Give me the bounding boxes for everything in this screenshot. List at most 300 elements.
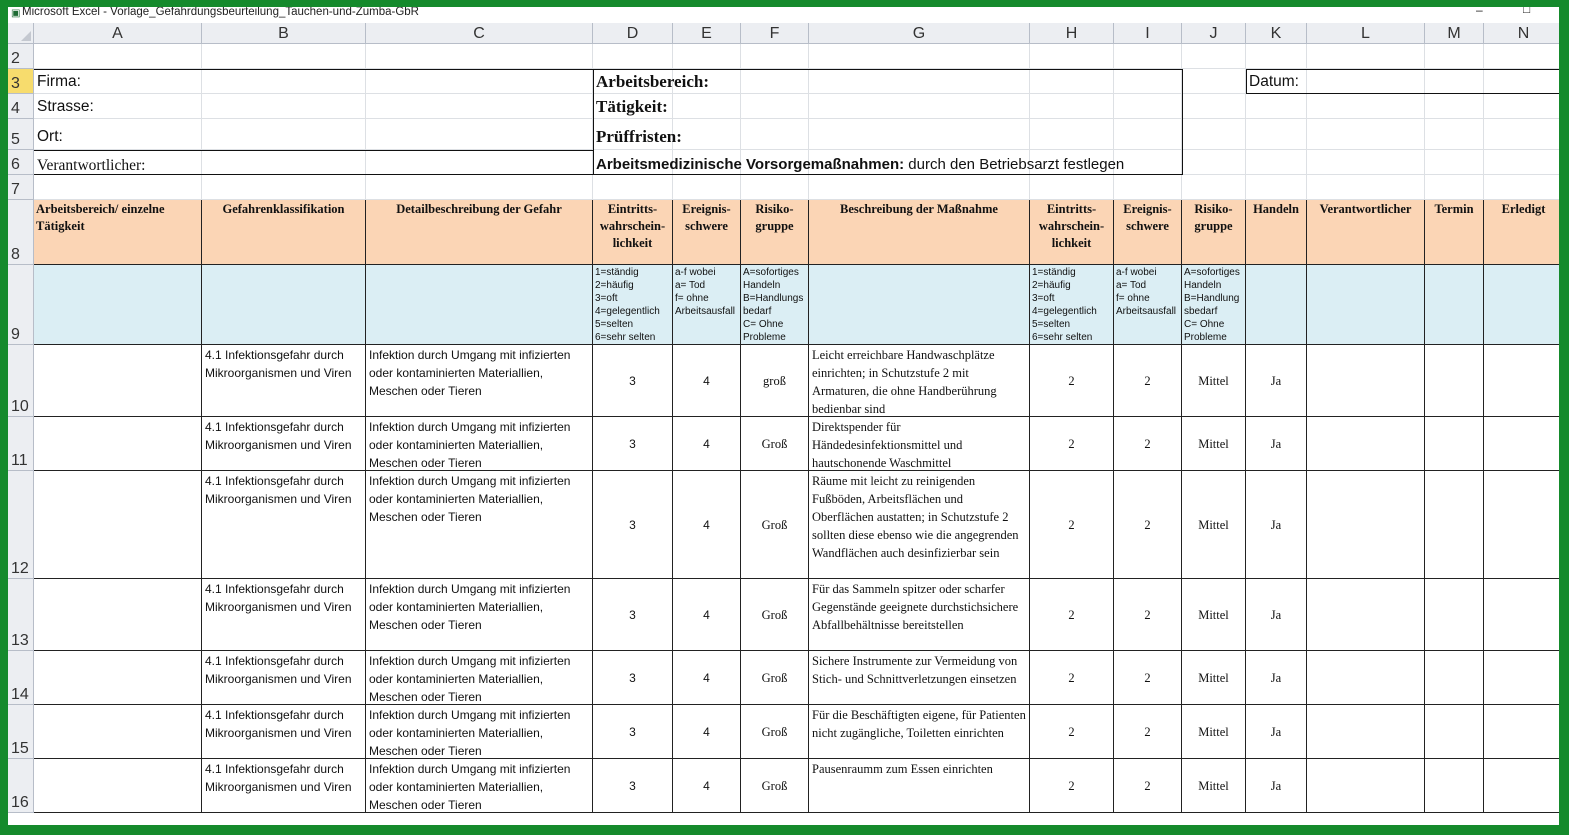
grid-cell[interactable] (1114, 119, 1182, 150)
grid-cell[interactable] (366, 44, 593, 69)
table-cell-k[interactable] (1246, 579, 1307, 651)
legend-cell-a (34, 265, 202, 345)
row-number: 5 (11, 131, 20, 148)
row-number: 4 (11, 100, 20, 117)
table-cell-i[interactable] (1114, 759, 1182, 813)
table-cell-a[interactable] (34, 417, 202, 471)
form-border (34, 69, 1182, 70)
table-header-j: Risiko-gruppe (1182, 200, 1246, 265)
table-cell-g[interactable]: Räume mit leicht zu reinigenden Fußböden, Arbeitsflächen und Oberflächen austatten; in Schutzstufe 2 sollten diese ebenso wie die angegrenden Wandflächen auch desinfizierbar sein (809, 471, 1030, 579)
table-cell-h[interactable] (1030, 759, 1114, 813)
grid-cell[interactable] (809, 94, 1030, 119)
table-cell-a[interactable] (34, 471, 202, 579)
row-header-6[interactable] (8, 150, 34, 175)
table-cell-m[interactable] (1425, 705, 1484, 759)
table-cell-j[interactable] (1182, 759, 1246, 813)
table-header-e: Ereignis-schwere (673, 200, 741, 265)
table-cell-d[interactable] (593, 705, 673, 759)
grid-cell[interactable] (366, 175, 593, 200)
table-cell-f[interactable] (741, 471, 809, 579)
table-cell-e[interactable] (673, 705, 741, 759)
column-header-h[interactable]: H (1030, 23, 1114, 44)
row-header-10[interactable] (8, 345, 34, 417)
table-cell-a[interactable] (34, 705, 202, 759)
table-cell-c[interactable]: Infektion durch Umgang mit infizierten oder kontaminierten Materiallien, Meschen oder Tieren (366, 579, 593, 651)
form-border (34, 174, 1182, 175)
column-header-d[interactable]: D (593, 23, 673, 44)
table-cell-h[interactable] (1030, 651, 1114, 705)
cell-value: 4 (703, 607, 710, 622)
table-cell-n[interactable] (1484, 759, 1559, 813)
table-cell-i[interactable] (1114, 651, 1182, 705)
grid-cell[interactable] (1182, 119, 1246, 150)
cell-value: Mittel (1198, 517, 1229, 532)
table-cell-d[interactable] (593, 759, 673, 813)
table-cell-g[interactable]: Leicht erreichbare Handwaschplätze einrichten; in Schutzstufe 2 mit Armaturen, die ohne Handberührung bedienbar sind (809, 345, 1030, 417)
grid-cell[interactable] (202, 119, 366, 150)
grid-cell[interactable] (1425, 175, 1484, 200)
row-number: 7 (11, 181, 20, 198)
grid-cell[interactable] (1307, 44, 1425, 69)
cell-value: 4 (703, 778, 710, 793)
column-header-l[interactable]: L (1307, 23, 1425, 44)
table-cell-h[interactable] (1030, 345, 1114, 417)
cell-value: 2 (1144, 517, 1151, 532)
grid-cell[interactable] (1484, 119, 1559, 150)
table-cell-l[interactable] (1307, 417, 1425, 471)
table-cell-n[interactable] (1484, 345, 1559, 417)
table-cell-k[interactable] (1246, 471, 1307, 579)
title-bar (8, 7, 1559, 23)
excel-icon: ▣ (11, 8, 21, 19)
row-number: 6 (11, 156, 20, 173)
cell-value: 2 (1068, 373, 1075, 388)
grid-cell[interactable] (1182, 94, 1246, 119)
grid-cell[interactable] (1182, 69, 1246, 94)
grid-cell[interactable] (1307, 150, 1425, 175)
table-cell-b[interactable]: 4.1 Infektionsgefahr durch Mikroorganismen und Viren (202, 417, 366, 471)
legend-cell-l (1307, 265, 1425, 345)
form-border (1246, 69, 1247, 94)
grid-cell[interactable] (202, 175, 366, 200)
grid-cell[interactable] (34, 175, 202, 200)
row-header-9[interactable] (8, 265, 34, 345)
table-cell-l[interactable] (1307, 579, 1425, 651)
grid-cell[interactable] (202, 69, 366, 94)
row-header-12[interactable] (8, 471, 34, 579)
table-cell-j[interactable] (1182, 345, 1246, 417)
legend-cell-d: 1=ständig 2=häufig 3=oft 4=gelegentlich 5=selten 6=sehr selten (593, 265, 673, 345)
table-cell-j[interactable] (1182, 471, 1246, 579)
table-cell-b[interactable]: 4.1 Infektionsgefahr durch Mikroorganismen und Viren (202, 705, 366, 759)
table-cell-c[interactable]: Infektion durch Umgang mit infizierten oder kontaminierten Materiallien, Meschen oder Tieren (366, 759, 593, 813)
table-cell-n[interactable] (1484, 471, 1559, 579)
grid-cell[interactable] (1425, 69, 1484, 94)
grid-cell[interactable] (1484, 150, 1559, 175)
vorsorge-text: durch den Betriebsarzt festlegen (904, 156, 1125, 173)
cell-value: 2 (1144, 436, 1151, 451)
cell-value: Groß (761, 517, 788, 532)
cell-value: 3 (629, 607, 636, 622)
taetigkeit-label: Tätigkeit: (596, 97, 668, 116)
datum-label: Datum: (1249, 73, 1299, 90)
grid-cell[interactable] (1307, 175, 1425, 200)
table-header-d: Eintritts-wahrschein-lichkeit (593, 200, 673, 265)
table-cell-e[interactable] (673, 471, 741, 579)
grid-cell[interactable] (741, 119, 809, 150)
table-cell-c[interactable]: Infektion durch Umgang mit infizierten oder kontaminierten Materiallien, Meschen oder Tieren (366, 471, 593, 579)
legend-cell-j: A=sofortiges Handeln B=Handlung sbedarf C= Ohne Probleme (1182, 265, 1246, 345)
row-number: 13 (11, 632, 29, 649)
cell-value: 2 (1144, 724, 1151, 739)
table-cell-i[interactable] (1114, 345, 1182, 417)
table-header-k: Handeln (1246, 200, 1307, 265)
cell-value: 3 (629, 724, 636, 739)
column-header-b[interactable]: B (202, 23, 366, 44)
table-header-h: Eintritts-wahrschein-lichkeit (1030, 200, 1114, 265)
table-cell-m[interactable] (1425, 345, 1484, 417)
table-cell-f[interactable] (741, 345, 809, 417)
table-cell-g[interactable]: Pausenraumm zum Essen einrichten (809, 759, 1030, 813)
table-cell-b[interactable]: 4.1 Infektionsgefahr durch Mikroorganismen und Viren (202, 345, 366, 417)
cell-value: 2 (1068, 724, 1075, 739)
table-cell-c[interactable]: Infektion durch Umgang mit infizierten oder kontaminierten Materiallien, Meschen oder Tieren (366, 345, 593, 417)
column-header-k[interactable]: K (1246, 23, 1307, 44)
table-cell-j[interactable] (1182, 651, 1246, 705)
form-border (34, 150, 593, 151)
table-cell-c[interactable]: Infektion durch Umgang mit infizierten oder kontaminierten Materiallien, Meschen oder Tieren (366, 651, 593, 705)
legend-cell-m (1425, 265, 1484, 345)
grid-cell[interactable] (1246, 150, 1307, 175)
column-header-c[interactable]: C (366, 23, 593, 44)
table-cell-h[interactable] (1030, 417, 1114, 471)
grid-cell[interactable] (1246, 94, 1307, 119)
legend-cell-k (1246, 265, 1307, 345)
table-header-i: Ereignis-schwere (1114, 200, 1182, 265)
table-cell-a[interactable] (34, 759, 202, 813)
table-cell-e[interactable] (673, 651, 741, 705)
table-cell-m[interactable] (1425, 417, 1484, 471)
column-header-i[interactable]: I (1114, 23, 1182, 44)
cell-value: 4 (703, 724, 710, 739)
cell-value: Groß (761, 670, 788, 685)
vorsorge-bold: Arbeitsmedizinische Vorsorgemaßnahmen: (596, 156, 905, 173)
table-cell-i[interactable] (1114, 417, 1182, 471)
table-cell-b[interactable]: 4.1 Infektionsgefahr durch Mikroorganismen und Viren (202, 651, 366, 705)
cell-value: 3 (629, 778, 636, 793)
cell-value: Ja (1270, 607, 1282, 622)
table-cell-b[interactable]: 4.1 Infektionsgefahr durch Mikroorganismen und Viren (202, 579, 366, 651)
table-cell-d[interactable] (593, 579, 673, 651)
grid-cell[interactable] (366, 119, 593, 150)
table-cell-j[interactable] (1182, 417, 1246, 471)
minimize-button[interactable]: – (1476, 7, 1483, 17)
form-border (1246, 93, 1559, 94)
grid-cell[interactable] (1030, 119, 1114, 150)
grid-cell[interactable] (673, 94, 741, 119)
grid-cell[interactable] (1307, 119, 1425, 150)
table-cell-l[interactable] (1307, 345, 1425, 417)
vorsorge-label (596, 156, 1124, 173)
grid-cell[interactable] (1425, 119, 1484, 150)
cell-value: Mittel (1198, 670, 1229, 685)
table-cell-h[interactable] (1030, 471, 1114, 579)
table-cell-g[interactable]: Für das Sammeln spitzer oder scharfer Gegenstände geeignete durchstichsichere Abfallbehältnisse bereitstellen (809, 579, 1030, 651)
column-header-e[interactable]: E (673, 23, 741, 44)
cell-value: Mittel (1198, 373, 1229, 388)
verantwortlicher-label: Verantwortlicher: (37, 157, 146, 174)
grid-cell[interactable] (1030, 69, 1114, 94)
cell-value: 2 (1144, 373, 1151, 388)
grid-cell[interactable] (1484, 175, 1559, 200)
grid-cell[interactable] (366, 150, 593, 175)
row-number: 15 (11, 740, 29, 757)
row-header-3[interactable] (8, 69, 34, 94)
table-cell-d[interactable] (593, 345, 673, 417)
legend-cell-e: a-f wobei a= Tod f= ohne Arbeitsausfall (673, 265, 741, 345)
grid-cell[interactable] (741, 44, 809, 69)
cell-value: 3 (629, 670, 636, 685)
ort-label: Ort: (37, 128, 63, 145)
table-header-l: Verantwortlicher (1307, 200, 1425, 265)
cell-value: 3 (629, 436, 636, 451)
table-cell-f[interactable] (741, 579, 809, 651)
table-cell-d[interactable] (593, 651, 673, 705)
legend-cell-f: A=sofortiges Handeln B=Handlungs bedarf C= Ohne Probleme (741, 265, 809, 345)
cell-value: 2 (1068, 607, 1075, 622)
legend-cell-b (202, 265, 366, 345)
column-header-j[interactable]: J (1182, 23, 1246, 44)
grid-cell[interactable] (1114, 69, 1182, 94)
table-cell-h[interactable] (1030, 705, 1114, 759)
table-cell-h[interactable] (1030, 579, 1114, 651)
grid-cell[interactable] (1307, 94, 1425, 119)
grid-cell[interactable] (1484, 94, 1559, 119)
legend-cell-i: a-f wobei a= Tod f= ohne Arbeitsausfall (1114, 265, 1182, 345)
table-cell-m[interactable] (1425, 759, 1484, 813)
row-header-4[interactable] (8, 94, 34, 119)
table-cell-k[interactable] (1246, 651, 1307, 705)
table-cell-a[interactable] (34, 579, 202, 651)
grid-cell[interactable] (1484, 69, 1559, 94)
row-header-2[interactable] (8, 44, 34, 69)
table-cell-i[interactable] (1114, 705, 1182, 759)
row-header-7[interactable] (8, 175, 34, 200)
grid-cell[interactable] (1246, 175, 1307, 200)
grid-cell[interactable] (1425, 44, 1484, 69)
table-cell-k[interactable] (1246, 759, 1307, 813)
table-cell-a[interactable] (34, 345, 202, 417)
grid-cell[interactable] (593, 44, 673, 69)
maximize-button[interactable]: □ (1523, 7, 1531, 16)
form-border (1246, 69, 1559, 70)
table-cell-a[interactable] (34, 651, 202, 705)
cell-value: 4 (703, 670, 710, 685)
grid-cell[interactable] (809, 44, 1030, 69)
row-header-8[interactable] (8, 200, 34, 265)
table-header-n: Erledigt (1484, 200, 1559, 265)
grid-cell[interactable] (741, 69, 809, 94)
table-cell-c[interactable]: Infektion durch Umgang mit infizierten oder kontaminierten Materiallien, Meschen oder Tieren (366, 417, 593, 471)
grid-cell[interactable] (1114, 44, 1182, 69)
table-cell-g[interactable]: Sichere Instrumente zur Vermeidung von Stich- und Schnittverletzungen einsetzen (809, 651, 1030, 705)
row-header-14[interactable] (8, 651, 34, 705)
row-header-5[interactable] (8, 119, 34, 150)
table-cell-b[interactable]: 4.1 Infektionsgefahr durch Mikroorganismen und Viren (202, 471, 366, 579)
cell-value: Groß (761, 436, 788, 451)
excel-window (8, 7, 1559, 825)
grid-cell[interactable] (202, 150, 366, 175)
arbeitsbereich-label: Arbeitsbereich: (596, 72, 709, 91)
row-header-15[interactable] (8, 705, 34, 759)
row-header-13[interactable] (8, 579, 34, 651)
form-border (593, 69, 594, 175)
table-cell-e[interactable] (673, 579, 741, 651)
column-header-f[interactable]: F (741, 23, 809, 44)
grid-cell[interactable] (34, 44, 202, 69)
table-cell-f[interactable] (741, 651, 809, 705)
table-cell-d[interactable] (593, 471, 673, 579)
table-cell-n[interactable] (1484, 651, 1559, 705)
row-number: 2 (11, 50, 20, 67)
strasse-label: Strasse: (37, 98, 94, 115)
grid-cell[interactable] (1030, 94, 1114, 119)
table-cell-g[interactable]: Direktspender für Händedesinfektionsmittel und hautschonende Waschmittel (809, 417, 1030, 471)
table-cell-m[interactable] (1425, 579, 1484, 651)
row-header-16[interactable] (8, 759, 34, 813)
cell-value: 2 (1068, 436, 1075, 451)
grid-cell[interactable] (1114, 94, 1182, 119)
grid-cell[interactable] (1182, 175, 1246, 200)
table-cell-e[interactable] (673, 417, 741, 471)
grid-cell[interactable] (1114, 175, 1182, 200)
table-cell-m[interactable] (1425, 471, 1484, 579)
cell-value: Ja (1270, 373, 1282, 388)
grid-cell[interactable] (1182, 150, 1246, 175)
grid-cell[interactable] (673, 175, 741, 200)
table-cell-c[interactable]: Infektion durch Umgang mit infizierten oder kontaminierten Materiallien, Meschen oder Tieren (366, 705, 593, 759)
table-cell-b[interactable]: 4.1 Infektionsgefahr durch Mikroorganismen und Viren (202, 759, 366, 813)
row-number: 9 (11, 326, 20, 343)
table-cell-f[interactable] (741, 759, 809, 813)
row-header-11[interactable] (8, 417, 34, 471)
cell-value: Groß (761, 778, 788, 793)
table-cell-k[interactable] (1246, 345, 1307, 417)
column-header-g[interactable]: G (809, 23, 1030, 44)
grid-cell[interactable] (366, 94, 593, 119)
table-cell-l[interactable] (1307, 471, 1425, 579)
grid-cell[interactable] (1030, 175, 1114, 200)
grid-cell[interactable] (1307, 69, 1425, 94)
grid-cell[interactable] (741, 175, 809, 200)
grid-cell[interactable] (1246, 119, 1307, 150)
select-all-corner[interactable] (8, 23, 34, 44)
grid-cell[interactable] (1182, 44, 1246, 69)
cell-value: 2 (1144, 607, 1151, 622)
cell-value: 2 (1068, 778, 1075, 793)
table-cell-e[interactable] (673, 345, 741, 417)
table-cell-k[interactable] (1246, 417, 1307, 471)
table-cell-n[interactable] (1484, 417, 1559, 471)
legend-cell-g (809, 265, 1030, 345)
cell-value: Ja (1270, 778, 1282, 793)
grid-cell[interactable] (202, 44, 366, 69)
column-header-m[interactable]: M (1425, 23, 1484, 44)
column-header-a[interactable]: A (34, 23, 202, 44)
table-header-f: Risiko-gruppe (741, 200, 809, 265)
grid-cell[interactable] (1030, 44, 1114, 69)
grid-cell[interactable] (1425, 94, 1484, 119)
table-cell-j[interactable] (1182, 705, 1246, 759)
table-cell-n[interactable] (1484, 579, 1559, 651)
cell-value: Groß (761, 724, 788, 739)
row-number: 3 (11, 75, 20, 92)
cell-value: 2 (1068, 670, 1075, 685)
grid-cell[interactable] (741, 94, 809, 119)
table-cell-i[interactable] (1114, 471, 1182, 579)
table-cell-l[interactable] (1307, 705, 1425, 759)
table-cell-n[interactable] (1484, 705, 1559, 759)
cell-value: 3 (629, 373, 636, 388)
cell-value: Mittel (1198, 778, 1229, 793)
grid-cell[interactable] (593, 175, 673, 200)
row-number: 16 (11, 794, 29, 811)
table-cell-m[interactable] (1425, 651, 1484, 705)
table-header-g: Beschreibung der Maßnahme (809, 200, 1030, 265)
cell-value: 3 (629, 517, 636, 532)
table-cell-f[interactable] (741, 417, 809, 471)
cell-value: Mittel (1198, 436, 1229, 451)
row-number: 12 (11, 560, 29, 577)
row-number: 11 (11, 452, 28, 469)
cell-value: Groß (761, 607, 788, 622)
table-cell-j[interactable] (1182, 579, 1246, 651)
cell-value: Ja (1270, 670, 1282, 685)
row-number: 10 (11, 398, 29, 415)
table-cell-i[interactable] (1114, 579, 1182, 651)
table-cell-e[interactable] (673, 759, 741, 813)
grid-cell[interactable] (366, 69, 593, 94)
legend-cell-h: 1=ständig 2=häufig 3=oft 4=gelegentlich 5=selten 6=sehr selten (1030, 265, 1114, 345)
cell-value: Mittel (1198, 724, 1229, 739)
table-cell-d[interactable] (593, 417, 673, 471)
cell-value: 2 (1068, 517, 1075, 532)
table-cell-g[interactable]: Für die Beschäftigten eigene, für Patienten nicht zugängliche, Toiletten einrichten (809, 705, 1030, 759)
grid-cell[interactable] (809, 119, 1030, 150)
grid-cell[interactable] (809, 175, 1030, 200)
table-cell-l[interactable] (1307, 651, 1425, 705)
table-header-m: Termin (1425, 200, 1484, 265)
grid-cell[interactable] (673, 119, 741, 150)
cell-value: 4 (703, 436, 710, 451)
table-cell-l[interactable] (1307, 759, 1425, 813)
prueffristen-label: Prüffristen: (596, 127, 682, 146)
grid-cell[interactable] (202, 94, 366, 119)
table-cell-k[interactable] (1246, 705, 1307, 759)
window-title: Microsoft Excel - Vorlage_Gefahrdungsbeurteilung_Tauchen-und-Zumba-GbR (22, 7, 419, 18)
table-cell-f[interactable] (741, 705, 809, 759)
column-header-n[interactable]: N (1484, 23, 1559, 44)
grid-cell[interactable] (1425, 150, 1484, 175)
grid-cell[interactable] (1246, 44, 1307, 69)
grid-cell[interactable] (1484, 44, 1559, 69)
cell-value: groß (763, 373, 786, 388)
cell-value: Ja (1270, 436, 1282, 451)
table-header-b: Gefahrenklassifikation (202, 200, 366, 265)
grid-cell[interactable] (809, 69, 1030, 94)
row-number: 14 (11, 686, 29, 703)
grid-cell[interactable] (673, 44, 741, 69)
